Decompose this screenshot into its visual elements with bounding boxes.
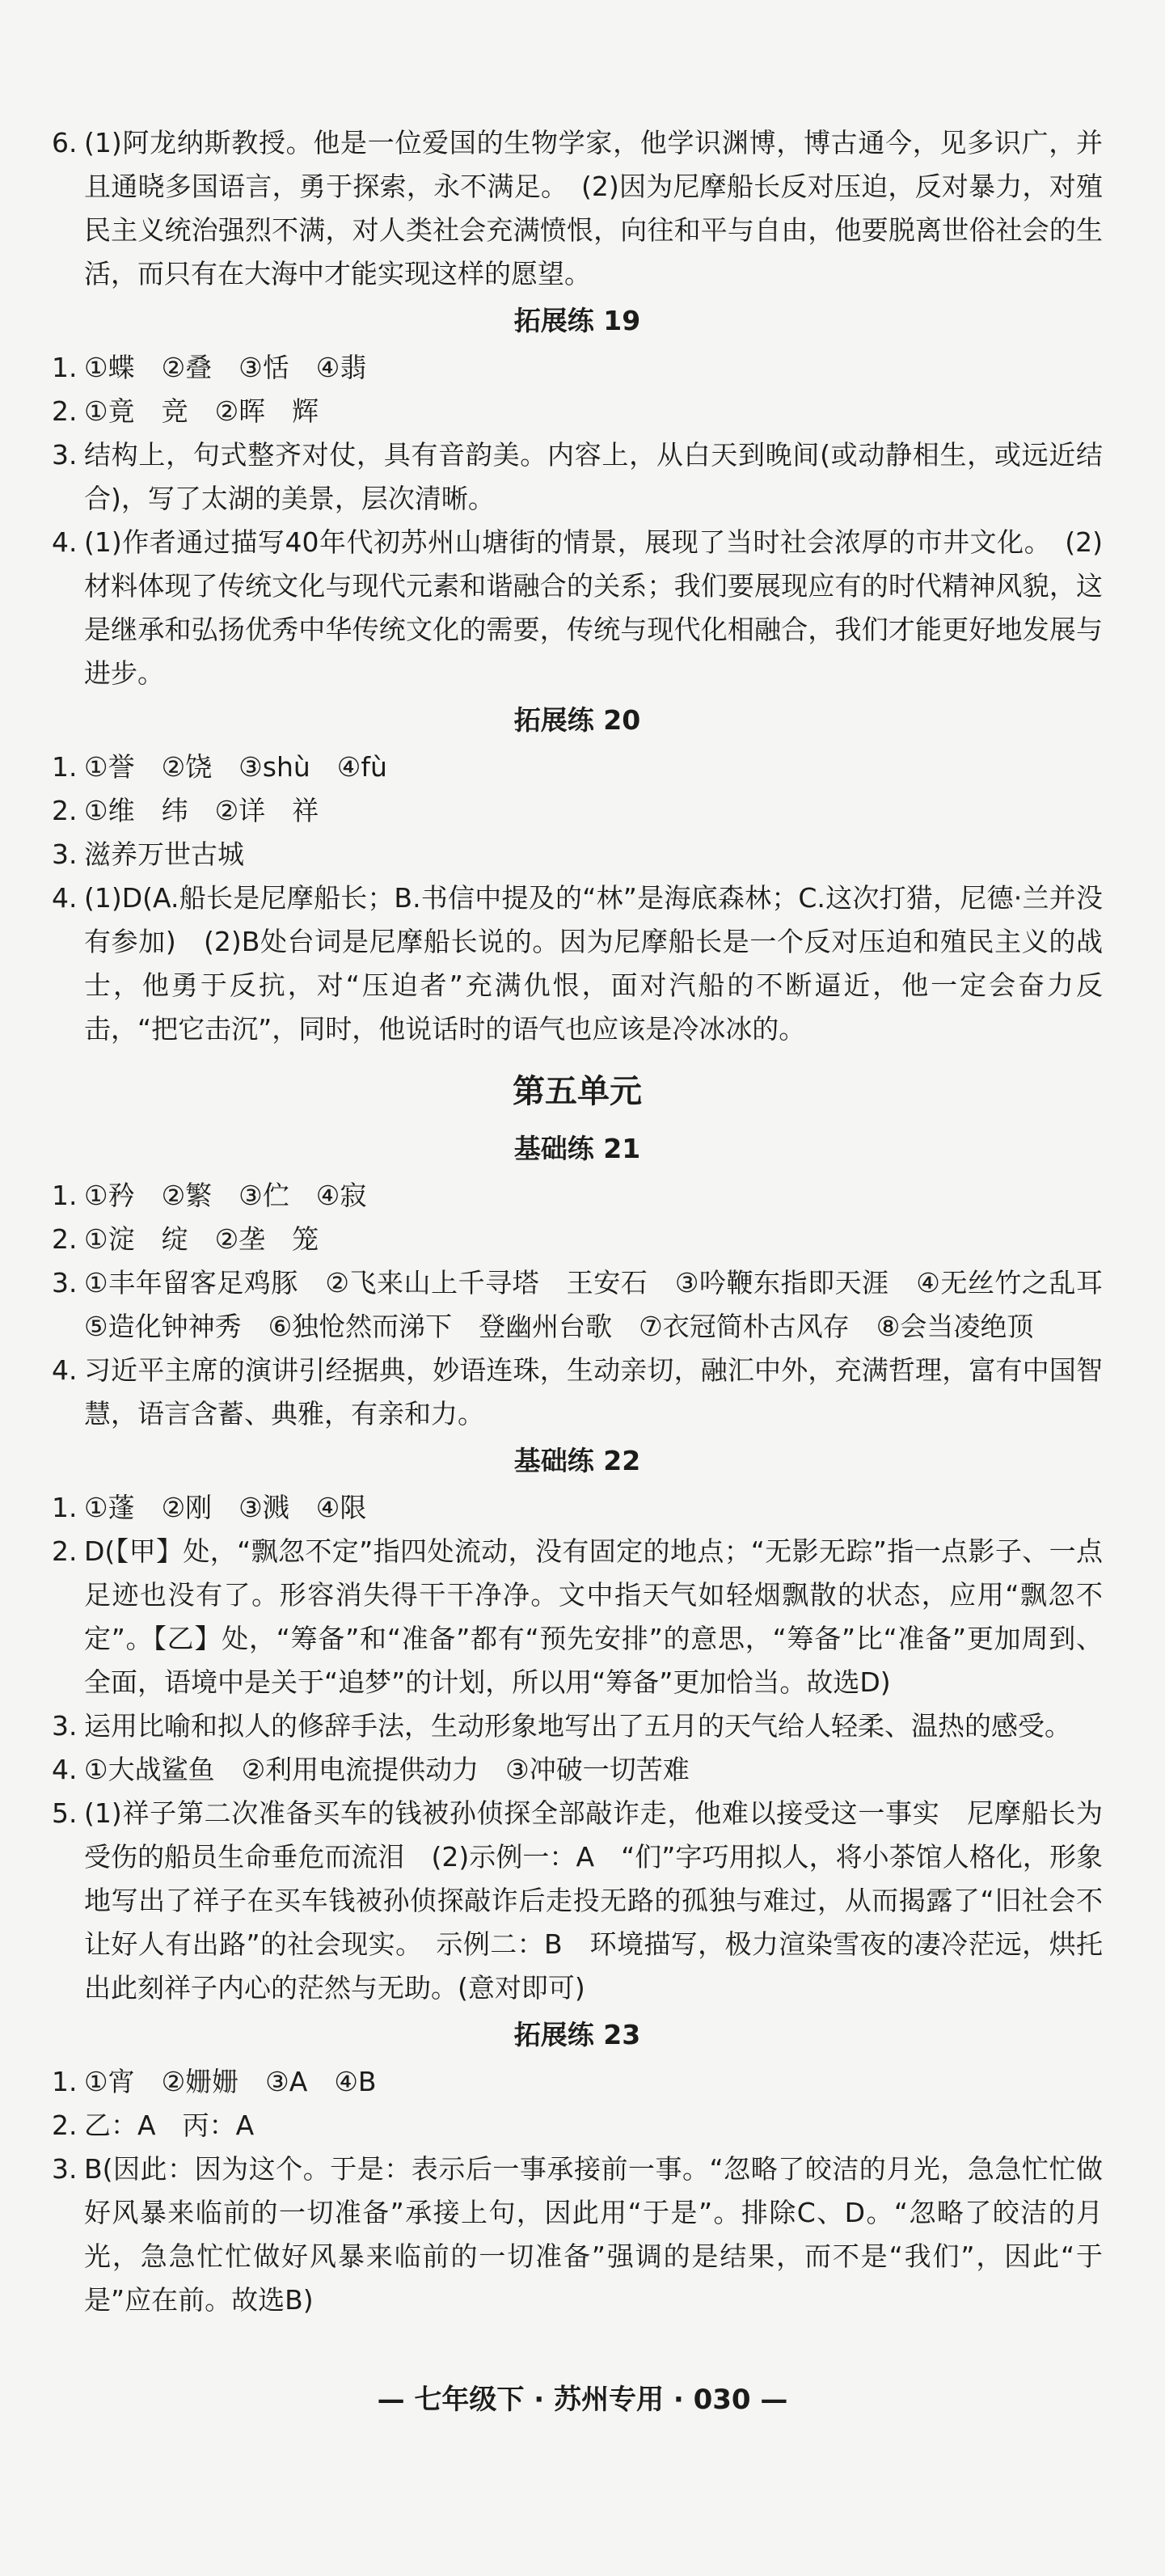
answer-item — [52, 1174, 1103, 1218]
answer-item — [52, 1704, 1103, 1748]
answer-text: 运用比喻和拟人的修辞手法，生动形象地写出了五月的天气给人轻柔、温热的感受。 — [84, 1710, 1071, 1742]
answer-item — [52, 2060, 1103, 2104]
answer-text: ①维 纬 ②详 祥 — [84, 795, 319, 826]
answer-text: ①蝶 ②叠 ③恬 ④翡 — [84, 352, 367, 383]
answer-text: ①大战鲨鱼 ②利用电流提供动力 ③冲破一切苦难 — [84, 1754, 690, 1785]
answer-text: ①宵 ②姗姗 ③A ④B — [84, 2066, 377, 2097]
answer-item — [52, 346, 1103, 390]
answer-item — [52, 1261, 1129, 1349]
answer-text: (1)作者通过描写40年代初苏州山塘街的情景，展现了当时社会浓厚的市井文化。 (2)材料体现了传统文化与现代元素和谐融合的关系；我们要展现应有的时代精神风貌，这是继承和弘扬优秀中华传统文化的需要，传统与现代化相融合，我们才能更好地发展与进步。 — [84, 526, 1103, 689]
answer-number: 1. — [52, 2066, 78, 2097]
answer-text: ①竟 竞 ②晖 辉 — [84, 395, 319, 427]
answer-text: 滋养万世古城 — [84, 838, 244, 870]
answer-number: 3. — [52, 1267, 78, 1299]
answer-number: 1. — [52, 352, 78, 383]
answer-item — [52, 833, 1103, 876]
answer-item — [52, 1349, 1103, 1436]
answer-number: 2. — [52, 2109, 78, 2141]
answer-item — [52, 2147, 1103, 2322]
answer-item — [52, 521, 1103, 695]
answer-text: 习近平主席的演讲引经据典，妙语连珠，生动亲切，融汇中外，充满哲理，富有中国智慧，语言含蓄、典雅，有亲和力。 — [84, 1354, 1103, 1429]
answer-number: 3. — [52, 1710, 78, 1742]
answer-item — [52, 1792, 1103, 2010]
answer-number: 4. — [52, 526, 78, 558]
answer-item — [52, 1218, 1103, 1261]
answer-number: 2. — [52, 1535, 78, 1567]
exercise-heading: 拓展练 23 — [513, 2019, 641, 2050]
answer-number: 1. — [52, 1180, 78, 1211]
answer-text: 结构上，句式整齐对仗，具有音韵美。内容上，从白天到晚间(或动静相生，或远近结合)，写了太湖的美景，层次清晰。 — [84, 439, 1103, 514]
answer-number: 4. — [52, 1754, 78, 1785]
answer-text: D(【甲】处，“飘忽不定”指四处流动，没有固定的地点；“无影无踪”指一点影子、一点足迹也没有了。形容消失得干干净净。文中指天气如轻烟飘散的状态，应用“飘忽不定”。【乙】处，“筹备”和“准备”都有“预先安排”的意思，“筹备”比“准备”更加周到、全面，语境中是关于“追梦”的计划，所以用“筹备”更加恰当。故选D) — [84, 1535, 1103, 1698]
answer-text: (1)阿龙纳斯教授。他是一位爱国的生物学家，他学识渊博，博古通今，见多识广，并且通晓多国语言，勇于探索，永不满足。 (2)因为尼摩船长反对压迫，反对暴力，对殖民主义统治强烈不满，对人类社会充满愤恨，向往和平与自由，他要脱离世俗社会的生活，而只有在大海中才能实现这样的愿望。 — [84, 127, 1103, 289]
answer-content — [52, 121, 1129, 2322]
answer-text: 乙：A 丙：A — [84, 2109, 255, 2141]
answer-text: ①矜 ②繁 ③伫 ④寂 — [84, 1180, 367, 1211]
answer-number: 2. — [52, 395, 78, 427]
exercise-heading: 拓展练 20 — [513, 704, 641, 736]
page-footer: — 七年级下 · 苏州专用 · 030 — — [377, 2384, 788, 2416]
answer-number: 1. — [52, 1492, 78, 1523]
answer-item — [52, 121, 1103, 296]
answer-number: 1. — [52, 751, 78, 783]
exercise-heading: 基础练 21 — [513, 1133, 641, 1164]
answer-item — [52, 1748, 1103, 1792]
answer-item — [52, 433, 1103, 521]
answer-text: B(因此：因为这个。于是：表示后一事承接前一事。“忽略了皎洁的月光，急急忙忙做好风暴来临前的一切准备”承接上句，因此用“于是”。排除C、D。“忽略了皎洁的月光，急急忙忙做好风暴来临前的一切准备”强调的是结果，而不是“我们”，因此“于是”应在前。故选B) — [84, 2153, 1103, 2316]
answer-number: 4. — [52, 1354, 78, 1386]
answer-item — [52, 390, 1103, 433]
answer-number: 2. — [52, 1223, 78, 1255]
exercise-heading: 拓展练 19 — [513, 305, 641, 336]
unit-heading: 第五单元 — [513, 1073, 642, 1110]
answer-text: ①淀 绽 ②垄 笼 — [84, 1223, 319, 1255]
answer-item — [52, 1486, 1103, 1530]
answer-item — [52, 789, 1103, 833]
exercise-heading: 基础练 22 — [513, 1445, 641, 1476]
answer-text: ①誉 ②饶 ③shù ④fù — [84, 751, 387, 783]
answer-item — [52, 876, 1103, 1051]
answer-number: 3. — [52, 439, 78, 471]
answer-text: (1)D(A.船长是尼摩船长；B.书信中提及的“林”是海底森林；C.这次打猎，尼德·兰并没有参加) (2)B处台词是尼摩船长说的。因为尼摩船长是一个反对压迫和殖民主义的战士，他勇于反抗，对“压迫者”充满仇恨，面对汽船的不断逼近，他一定会奋力反击，“把它击沉”，同时，他说话时的语气也应该是冷冰冰的。 — [84, 882, 1103, 1045]
answer-number: 5. — [52, 1797, 78, 1829]
answer-item — [52, 1530, 1103, 1704]
answer-text: ①丰年留客足鸡豚 ②飞来山上千寻塔 王安石 ③吟鞭东指即天涯 ④无丝竹之乱耳 ⑤造化钟神秀 ⑥独怆然而涕下 登幽州台歌 ⑦衣冠简朴古风存 ⑧会当凌绝顶 — [84, 1267, 1129, 1342]
answer-number: 2. — [52, 795, 78, 826]
answer-number: 4. — [52, 882, 78, 914]
answer-text: (1)祥子第二次准备买车的钱被孙侦探全部敲诈走，他难以接受这一事实 尼摩船长为受伤的船员生命垂危而流泪 (2)示例一：A “们”字巧用拟人，将小茶馆人格化，形象地写出了祥子在买车钱被孙侦探敲诈后走投无路的孤独与难过，从而揭露了“旧社会不让好人有出路”的社会现实。 示例二：B 环境描写，极力渲染雪夜的凄冷茫远，烘托出此刻祥子内心的茫然与无助。(意对即可) — [84, 1797, 1103, 2004]
answer-number: 3. — [52, 838, 78, 870]
answer-item — [52, 2104, 1103, 2147]
answer-item — [52, 745, 1103, 789]
answer-number: 6. — [52, 127, 78, 158]
answer-text: ①蓬 ②刚 ③溅 ④限 — [84, 1492, 367, 1523]
answer-number: 3. — [52, 2153, 78, 2185]
